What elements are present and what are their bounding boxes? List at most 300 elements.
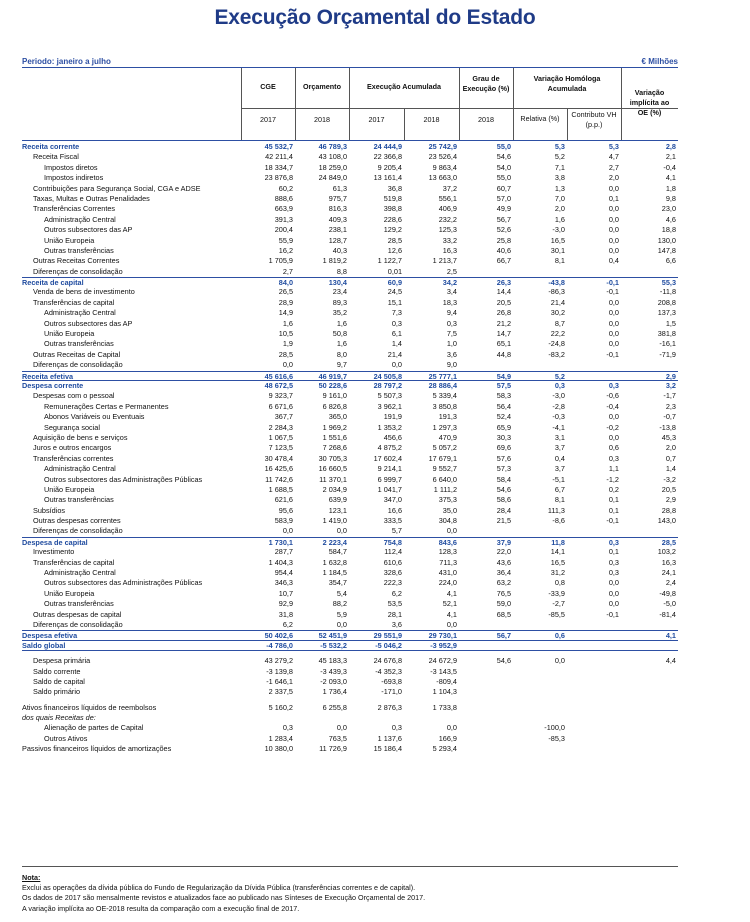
row-label: Outras Receitas de Capital xyxy=(33,349,121,359)
header-variacao-l2: Acumulada xyxy=(547,84,587,93)
row-value: 21,2 xyxy=(496,318,511,328)
row-label: Contribuições para Segurança Social, CGA e ADSE xyxy=(33,183,201,193)
row-value: 409,3 xyxy=(328,214,347,224)
row-value: -5,1 xyxy=(552,474,565,484)
row-value: 1,3 xyxy=(554,183,565,193)
row-value: 28,1 xyxy=(387,609,402,619)
row-value: 103,2 xyxy=(657,547,676,557)
row-value: 5 293,4 xyxy=(432,744,457,754)
row-value: 843,6 xyxy=(438,537,457,547)
row-value: 56,4 xyxy=(496,401,511,411)
row-value: 37,9 xyxy=(496,537,511,547)
row-value: 23,4 xyxy=(332,287,347,297)
table-row xyxy=(22,391,678,401)
row-value: 1 297,3 xyxy=(432,422,457,432)
table-row xyxy=(22,360,678,370)
row-value: 222,3 xyxy=(383,578,402,588)
table-row xyxy=(22,184,678,194)
table-row xyxy=(22,744,678,754)
table-row xyxy=(22,443,678,453)
row-label: Outras transferências xyxy=(44,599,114,609)
row-value: 1 736,4 xyxy=(322,687,347,697)
row-value: 5,9 xyxy=(336,609,347,619)
row-value: 2 034,9 xyxy=(322,484,347,494)
row-value: 76,5 xyxy=(496,588,511,598)
row-value: 84,0 xyxy=(278,278,293,288)
table-row xyxy=(22,350,678,360)
row-value: 0,0 xyxy=(554,656,565,666)
row-value: 6 999,7 xyxy=(377,474,402,484)
header-execucao: Execução Acumulada xyxy=(366,82,442,91)
note-line: A variação implícita ao OE-2018 resulta da comparação com a execução final de 2017. xyxy=(22,903,300,913)
row-value: 5,2 xyxy=(554,371,565,381)
row-label: Investimento xyxy=(33,547,75,557)
row-value: 456,6 xyxy=(383,432,402,442)
row-value: 7,1 xyxy=(554,162,565,172)
row-value: -3 139,8 xyxy=(266,666,293,676)
table-row xyxy=(22,319,678,329)
row-value: 40,3 xyxy=(332,245,347,255)
row-value: 13 161,4 xyxy=(373,173,402,183)
row-value: 191,3 xyxy=(438,412,457,422)
row-value: 816,3 xyxy=(328,204,347,214)
table-row xyxy=(22,256,678,266)
row-value: 639,9 xyxy=(328,495,347,505)
header-year-exec-2018: 2018 xyxy=(423,115,440,124)
row-value: 55,0 xyxy=(496,173,511,183)
row-value: -71,9 xyxy=(659,349,676,359)
row-value: 22,0 xyxy=(496,547,511,557)
row-value: 1 111,2 xyxy=(433,484,457,494)
row-value: 13 663,0 xyxy=(428,173,457,183)
row-value: 128,7 xyxy=(328,235,347,245)
row-value: -0,4 xyxy=(606,401,619,411)
row-value: 30 705,3 xyxy=(318,453,347,463)
row-label: Diferenças de consolidação xyxy=(33,619,123,629)
row-value: -0,6 xyxy=(606,391,619,401)
row-value: -86,3 xyxy=(548,287,565,297)
row-value: 88,2 xyxy=(332,599,347,609)
row-value: 763,5 xyxy=(328,733,347,743)
row-label: Saldo primário xyxy=(33,687,81,697)
note-line: Os dados de 2017 são mensalmente revistos e atualizados face ao publicado nas Sínteses de Execução Orçamental de 2017. xyxy=(22,893,426,903)
row-value: 36,4 xyxy=(496,568,511,578)
row-value: 0,0 xyxy=(608,318,619,328)
row-value: 3,4 xyxy=(446,287,457,297)
row-value: 52,4 xyxy=(496,412,511,422)
row-value: 0,1 xyxy=(608,495,619,505)
header-grau-l2: Execução (%) xyxy=(462,84,510,93)
row-value: 711,3 xyxy=(439,557,457,567)
row-label: União Europeia xyxy=(44,484,95,494)
row-value: 1 104,3 xyxy=(432,687,457,697)
row-value: 50 228,6 xyxy=(318,380,347,390)
header-year-orcamento: 2018 xyxy=(314,115,330,124)
row-value: 0,4 xyxy=(554,453,565,463)
row-value: -2,8 xyxy=(552,401,565,411)
row-value: 0,0 xyxy=(336,526,347,536)
row-value: 45 532,7 xyxy=(264,142,293,151)
row-value: 40,6 xyxy=(496,245,511,255)
row-value: -85,5 xyxy=(548,609,565,619)
row-value: 46 919,7 xyxy=(318,371,347,381)
table-row xyxy=(22,589,678,599)
row-label: Transferências correntes xyxy=(33,453,114,463)
row-value: -3 143,5 xyxy=(430,666,457,676)
row-value: 6 826,8 xyxy=(322,401,347,411)
row-value: 0,0 xyxy=(446,723,457,733)
row-value: 37,2 xyxy=(442,183,457,193)
row-label: dos quais Receitas de: xyxy=(22,713,96,723)
row-value: 6,6 xyxy=(665,256,676,266)
table-row xyxy=(22,547,678,557)
table-row xyxy=(22,495,678,505)
row-label: Segurança social xyxy=(44,422,100,432)
table-row xyxy=(22,656,678,666)
row-value: 0,0 xyxy=(282,360,293,370)
row-value: 0,0 xyxy=(608,432,619,442)
row-value: 11 370,1 xyxy=(319,474,347,484)
row-value: 0,3 xyxy=(608,557,619,567)
table-row xyxy=(22,641,678,651)
row-label: Receita efetiva xyxy=(22,371,74,381)
row-label: Despesa de capital xyxy=(22,537,88,547)
row-value: 11,8 xyxy=(551,537,565,547)
header-orcamento: Orçamento xyxy=(303,82,341,91)
row-value: 42 211,4 xyxy=(265,152,293,162)
row-value: 0,0 xyxy=(608,578,619,588)
row-value: 28 797,2 xyxy=(373,380,402,390)
row-label: Alienação de partes de Capital xyxy=(44,723,144,733)
table-row xyxy=(22,578,678,588)
table-row xyxy=(22,703,678,713)
row-value: 5 057,2 xyxy=(432,443,457,453)
row-value: 16 425,6 xyxy=(264,464,293,474)
table-row xyxy=(22,599,678,609)
row-value: 50 402,6 xyxy=(264,631,293,641)
row-value: 0,01 xyxy=(387,266,402,276)
row-value: 228,6 xyxy=(383,214,402,224)
row-value: -85,3 xyxy=(548,733,565,743)
row-value: 52,1 xyxy=(442,599,457,609)
row-value: 34,2 xyxy=(442,278,457,288)
row-label: Saldo corrente xyxy=(33,666,81,676)
row-value: 381,8 xyxy=(657,329,676,339)
row-value: 18 259,0 xyxy=(318,162,347,172)
row-value: 583,9 xyxy=(274,516,293,526)
row-value: -0,1 xyxy=(606,349,619,359)
row-value: 584,7 xyxy=(328,547,347,557)
table-row xyxy=(22,371,678,381)
table-row xyxy=(22,734,678,744)
row-label: Outros subsectores das Administrações Públicas xyxy=(44,474,203,484)
row-value: 4,1 xyxy=(446,609,457,619)
row-value: 166,9 xyxy=(438,733,457,743)
table-row xyxy=(22,308,678,318)
table-row xyxy=(22,173,678,183)
row-value: 3,8 xyxy=(554,173,565,183)
row-value: -3,0 xyxy=(552,225,565,235)
row-value: 287,7 xyxy=(274,547,293,557)
row-value: 1 819,2 xyxy=(322,256,347,266)
row-value: 35,0 xyxy=(442,505,457,515)
row-value: 2,0 xyxy=(665,443,676,453)
page-title: Execução Orçamental do Estado xyxy=(214,6,536,29)
row-value: 0,0 xyxy=(282,526,293,536)
row-value: 4,6 xyxy=(665,214,676,224)
table-row xyxy=(22,339,678,349)
row-value: 0,2 xyxy=(608,484,619,494)
table-row xyxy=(22,423,678,433)
row-value: 45 183,3 xyxy=(318,656,347,666)
row-value: 556,1 xyxy=(438,193,457,203)
row-value: 129,2 xyxy=(383,225,402,235)
row-value: -1 646,1 xyxy=(266,676,293,686)
table-row xyxy=(22,246,678,256)
row-value: 1,4 xyxy=(391,339,402,349)
row-value: 406,9 xyxy=(438,204,457,214)
row-value: 0,0 xyxy=(608,204,619,214)
row-value: -5,0 xyxy=(663,599,676,609)
row-value: -13,8 xyxy=(659,422,676,432)
row-value: 125,3 xyxy=(438,225,457,235)
row-value: 1 184,5 xyxy=(322,568,347,578)
row-value: 147,8 xyxy=(657,245,676,255)
row-label: Outras Receitas Correntes xyxy=(33,256,120,266)
row-value: 54,6 xyxy=(496,484,511,494)
row-value: 5 339,4 xyxy=(432,391,457,401)
row-value: 4,1 xyxy=(446,588,457,598)
row-value: 4,7 xyxy=(608,152,619,162)
row-value: 16,6 xyxy=(387,505,402,515)
row-label: Outras transferências xyxy=(44,245,114,255)
table-row xyxy=(22,287,678,297)
row-value: 65,9 xyxy=(496,422,511,432)
table-row xyxy=(22,537,678,547)
row-value: 57,6 xyxy=(496,453,511,463)
table-row xyxy=(22,381,678,391)
row-value: 18 334,7 xyxy=(264,162,293,172)
row-label: Transferências de capital xyxy=(33,297,115,307)
row-value: 0,7 xyxy=(665,453,676,463)
row-value: 30,1 xyxy=(550,245,565,255)
row-value: 1 404,3 xyxy=(268,557,293,567)
row-value: 28,5 xyxy=(278,349,293,359)
row-value: 54,6 xyxy=(496,152,511,162)
row-value: 18,8 xyxy=(661,225,676,235)
table-row xyxy=(22,277,678,287)
row-value: 45,3 xyxy=(661,432,676,442)
row-value: 0,0 xyxy=(336,723,347,733)
row-value: 16,5 xyxy=(550,557,565,567)
row-value: 31,8 xyxy=(278,609,293,619)
row-value: 28,5 xyxy=(387,235,402,245)
table-row xyxy=(22,630,678,640)
table-row xyxy=(22,568,678,578)
row-value: 470,9 xyxy=(438,432,457,442)
row-value: 89,3 xyxy=(332,297,347,307)
row-value: 0,3 xyxy=(608,568,619,578)
row-label: Administração Central xyxy=(44,464,116,474)
row-value: 5,2 xyxy=(554,152,565,162)
row-value: 58,3 xyxy=(496,391,511,401)
row-value: 6,7 xyxy=(554,484,565,494)
row-value: 2,0 xyxy=(554,204,565,214)
row-value: 8,1 xyxy=(554,495,565,505)
row-value: 11 742,6 xyxy=(265,474,293,484)
row-value: 31,2 xyxy=(550,568,565,578)
row-value: 4,1 xyxy=(665,173,676,183)
row-value: 36,8 xyxy=(387,183,402,193)
row-value: 33,2 xyxy=(442,235,457,245)
row-value: 2,1 xyxy=(665,152,676,162)
row-label: Administração Central xyxy=(44,568,116,578)
row-value: 1,4 xyxy=(665,464,676,474)
row-value: 130,0 xyxy=(657,235,676,245)
row-value: 2,4 xyxy=(665,578,676,588)
row-label: Receita Fiscal xyxy=(33,152,79,162)
row-value: 95,6 xyxy=(278,505,293,515)
row-value: 15,1 xyxy=(387,297,402,307)
row-value: 15 186,4 xyxy=(373,744,402,754)
row-value: 5 160,2 xyxy=(268,702,293,712)
row-value: 2,8 xyxy=(665,142,676,151)
row-value: 43 108,0 xyxy=(318,152,347,162)
row-label: Despesas com o pessoal xyxy=(33,391,115,401)
table-row xyxy=(22,412,678,422)
table-row xyxy=(22,402,678,412)
row-value: 3,6 xyxy=(391,619,402,629)
row-value: 1,6 xyxy=(336,318,347,328)
row-value: 3,2 xyxy=(665,380,676,390)
row-value: 14,4 xyxy=(496,287,511,297)
row-value: 5,3 xyxy=(554,142,565,151)
row-value: 238,1 xyxy=(328,225,347,235)
row-value: 1 551,6 xyxy=(322,432,347,442)
row-value: 0,3 xyxy=(391,723,402,733)
row-value: 6 640,0 xyxy=(432,474,457,484)
row-value: 26,5 xyxy=(278,287,293,297)
table-row xyxy=(22,204,678,214)
row-value: 14,7 xyxy=(496,329,511,339)
row-value: 24 672,9 xyxy=(428,656,457,666)
table-row xyxy=(22,723,678,733)
row-label: Passivos financeiros líquidos de amortizações xyxy=(22,744,172,754)
row-value: 17 602,4 xyxy=(373,453,402,463)
row-value: -0,1 xyxy=(606,516,619,526)
row-label: Saldo de capital xyxy=(33,676,85,686)
row-value: 0,0 xyxy=(608,214,619,224)
row-value: 18,3 xyxy=(442,297,457,307)
row-label: Outras despesas correntes xyxy=(33,516,121,526)
row-value: -4 352,3 xyxy=(375,666,402,676)
row-value: 30 478,4 xyxy=(264,453,293,463)
row-value: 9 552,7 xyxy=(432,464,457,474)
row-value: 7,5 xyxy=(446,329,457,339)
row-value: -1,7 xyxy=(663,391,676,401)
row-value: 9,0 xyxy=(446,360,457,370)
row-value: 52,6 xyxy=(496,225,511,235)
row-value: 0,0 xyxy=(336,619,347,629)
row-value: 365,0 xyxy=(328,412,347,422)
row-value: -3,2 xyxy=(663,474,676,484)
row-value: 328,6 xyxy=(383,568,402,578)
row-value: 21,4 xyxy=(387,349,402,359)
row-value: 25 742,9 xyxy=(428,142,457,151)
row-value: 1,0 xyxy=(446,339,457,349)
row-value: -49,8 xyxy=(659,588,676,598)
table-row xyxy=(22,506,678,516)
row-value: 20,5 xyxy=(661,484,676,494)
row-value: 5,7 xyxy=(391,526,402,536)
row-value: 43,6 xyxy=(496,557,511,567)
row-value: 621,6 xyxy=(274,495,293,505)
header-contributo-l2: (p.p.) xyxy=(585,120,603,129)
row-value: 23 526,4 xyxy=(428,152,457,162)
row-value: 56,7 xyxy=(496,214,511,224)
row-value: 54,9 xyxy=(496,371,511,381)
row-value: 0,0 xyxy=(608,339,619,349)
row-value: 16,2 xyxy=(278,245,293,255)
row-value: 354,7 xyxy=(328,578,347,588)
row-value: 0,0 xyxy=(608,297,619,307)
row-label: Impostos diretos xyxy=(44,162,98,172)
row-value: -2,7 xyxy=(552,599,565,609)
row-value: 1 632,8 xyxy=(322,557,347,567)
row-value: 367,7 xyxy=(274,412,293,422)
row-value: -4,1 xyxy=(552,422,565,432)
row-value: 22 366,8 xyxy=(373,152,402,162)
row-label: Outras transferências xyxy=(44,495,114,505)
row-value: 6 671,6 xyxy=(268,401,293,411)
row-value: 24 676,8 xyxy=(373,656,402,666)
row-value: -33,9 xyxy=(548,588,565,598)
row-value: 24 444,9 xyxy=(373,142,402,151)
row-value: 59,0 xyxy=(496,599,511,609)
row-value: 0,3 xyxy=(608,537,619,547)
table-row xyxy=(22,433,678,443)
row-value: 6 255,8 xyxy=(322,702,347,712)
row-value: 346,3 xyxy=(274,578,293,588)
row-value: 4,4 xyxy=(665,656,676,666)
period-label: Periodo: janeiro a julho xyxy=(22,57,111,66)
row-value: 0,0 xyxy=(608,308,619,318)
row-value: 2 876,3 xyxy=(377,702,402,712)
header-implicita-l1: Variação xyxy=(634,88,665,97)
row-value: 2 337,5 xyxy=(268,687,293,697)
row-value: 29 730,1 xyxy=(428,631,457,641)
row-value: 16 660,5 xyxy=(318,464,347,474)
row-value: 57,3 xyxy=(496,464,511,474)
row-value: 21,4 xyxy=(550,297,565,307)
table-row xyxy=(22,620,678,630)
row-value: 2,9 xyxy=(665,371,676,381)
row-value: 232,2 xyxy=(438,214,457,224)
row-value: 2 223,4 xyxy=(322,537,347,547)
table-row xyxy=(22,516,678,526)
row-value: 2,3 xyxy=(665,401,676,411)
row-value: 7 268,6 xyxy=(322,443,347,453)
row-value: 1,9 xyxy=(282,339,293,349)
row-value: 54,0 xyxy=(496,162,511,172)
table-row xyxy=(22,329,678,339)
row-value: 1,8 xyxy=(665,183,676,193)
row-label: Receita corrente xyxy=(22,142,80,151)
row-value: 347,0 xyxy=(383,495,402,505)
row-value: 9 205,4 xyxy=(377,162,402,172)
row-value: 28 886,4 xyxy=(428,380,457,390)
row-value: 0,0 xyxy=(608,588,619,598)
